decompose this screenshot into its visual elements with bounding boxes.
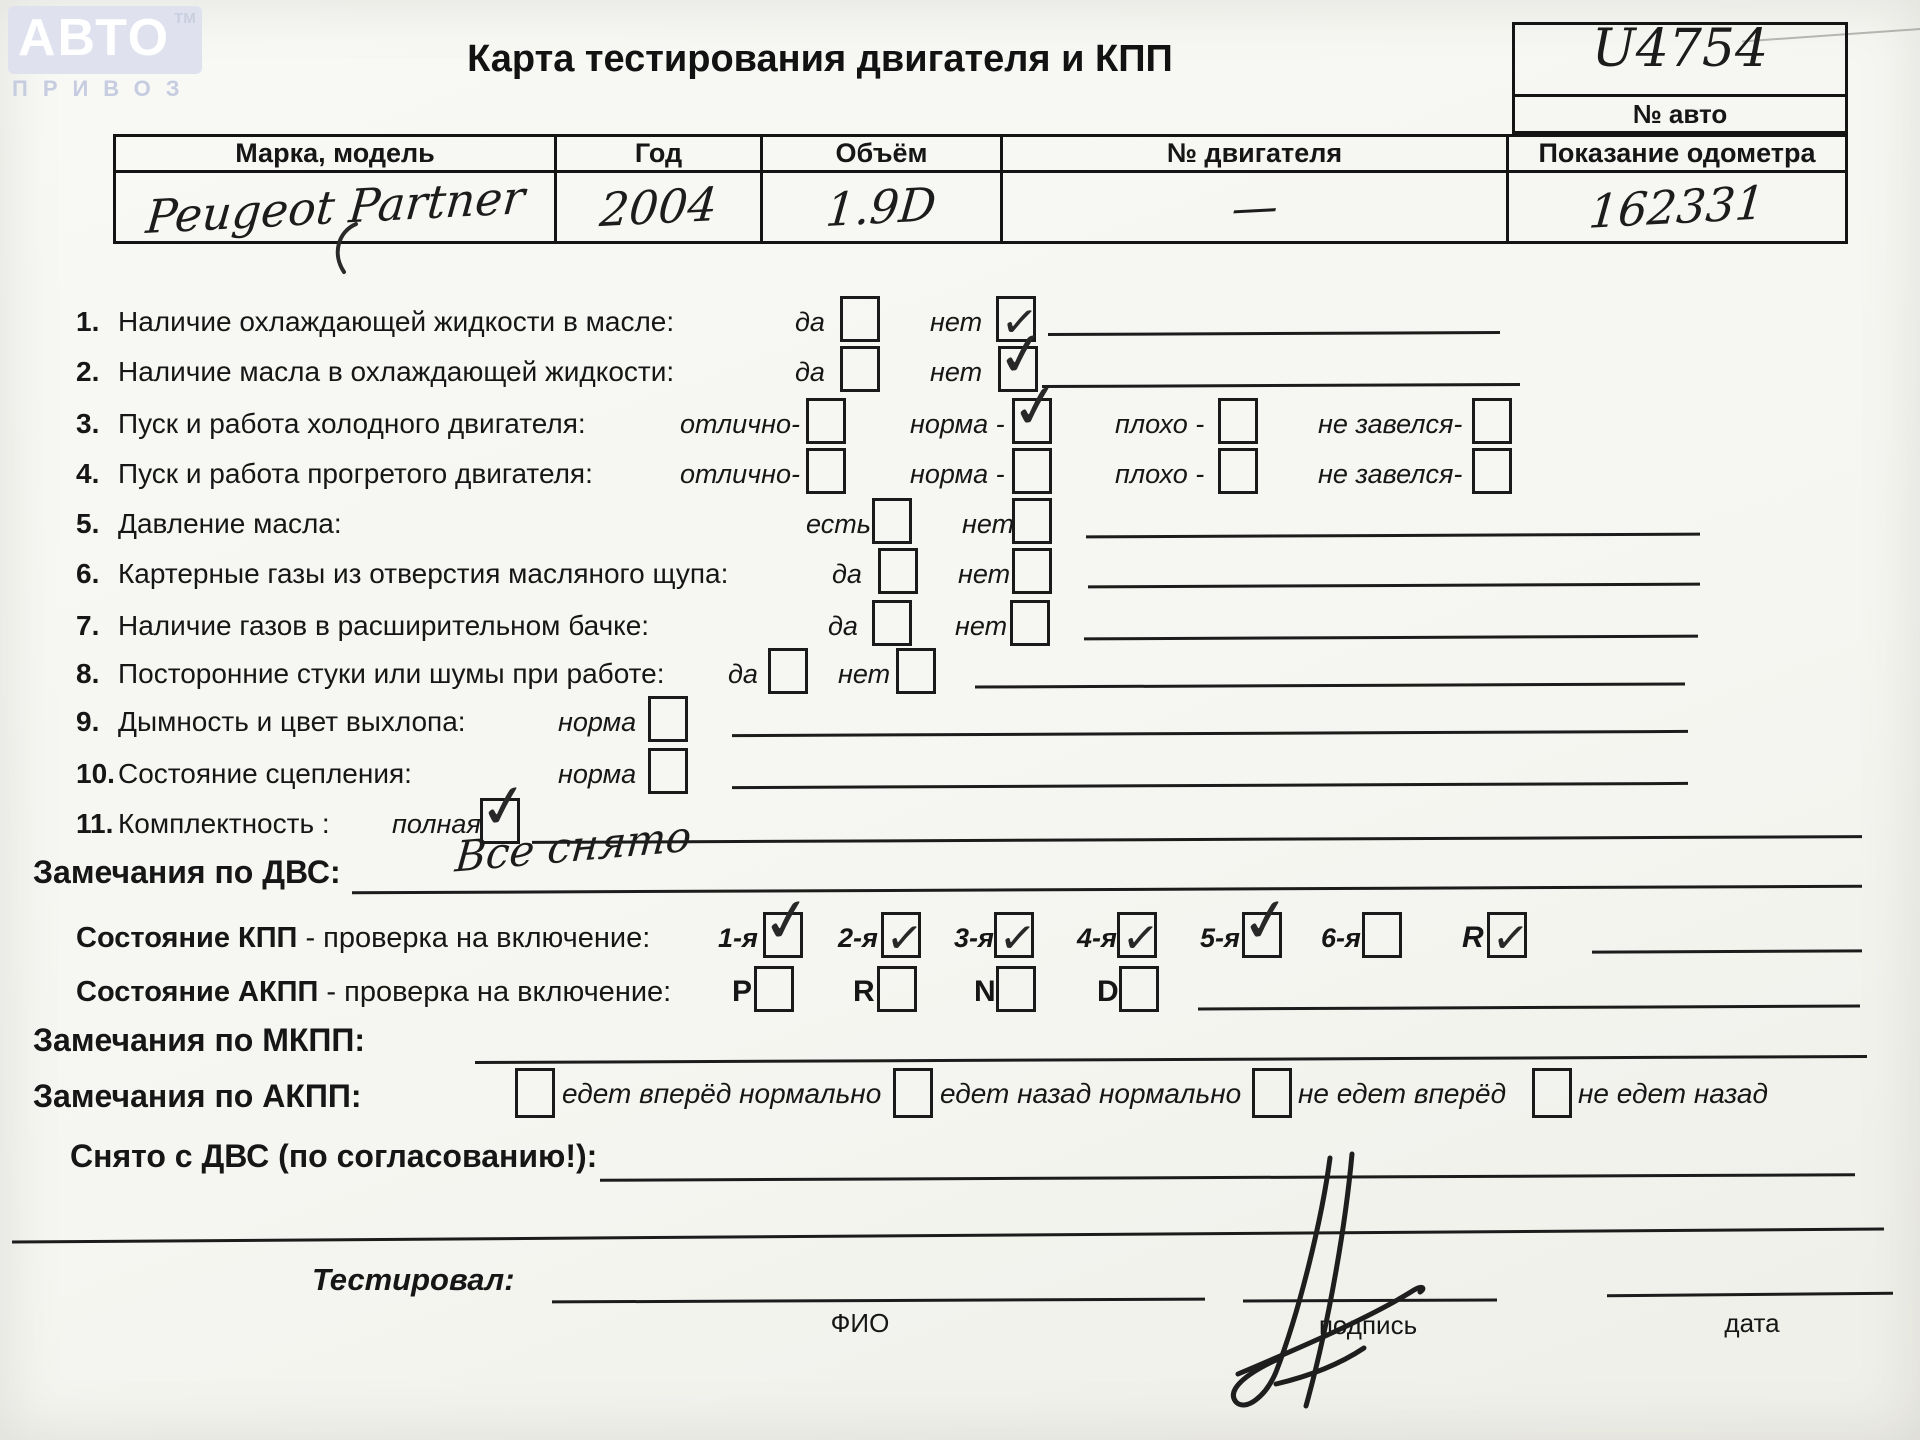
option-label: отлично- — [680, 459, 800, 489]
checklist-item-5 — [0, 498, 1920, 550]
write-in-line — [732, 730, 1688, 737]
value-make-model: Peugeot Partner — [143, 169, 527, 245]
item-label: Картерные газы из отверстия масляного щупа: — [118, 558, 729, 589]
checkbox-da — [768, 648, 808, 694]
option-label: нет — [955, 611, 1008, 641]
mkpp-remarks-label: Замечания по МКПП: — [33, 1022, 366, 1058]
checkbox-gear-6 — [1362, 912, 1402, 958]
item-number: 11. — [76, 808, 114, 839]
option-label: нет — [838, 659, 891, 689]
checkbox-gear-5 — [1242, 912, 1282, 958]
checkbox-ploho — [1218, 398, 1258, 444]
logo-block — [8, 6, 202, 74]
logo — [8, 6, 238, 102]
dvs-remarks-line — [352, 885, 1862, 895]
checkbox-da — [872, 600, 912, 646]
option-label: нет — [958, 559, 1011, 589]
checklist-item-2 — [0, 346, 1920, 398]
checkbox-gear-r — [1487, 912, 1527, 958]
item-number: 10. — [76, 758, 115, 789]
col-header-make-model: Марка, модель — [116, 137, 557, 173]
item-label: Состояние сцепления: — [118, 758, 412, 789]
write-in-line — [1048, 331, 1500, 336]
checkbox-norma — [1012, 398, 1052, 444]
checkbox-ploho — [1218, 448, 1258, 494]
item-label: Наличие газов в расширительном бачке: — [118, 610, 650, 641]
item-number: 6. — [76, 558, 100, 589]
item-label: Наличие охлаждающей жидкости в масле: — [118, 306, 675, 337]
option-label: не завелся- — [1318, 459, 1463, 489]
write-in-line — [1084, 635, 1698, 641]
col-header-volume: Объём — [763, 137, 1003, 173]
option-label: да — [795, 307, 825, 337]
checklist-item-1 — [0, 296, 1920, 348]
col-header-engine-no: № двигателя — [1003, 137, 1509, 173]
akpp-label-bold: Состояние АКПП — [76, 976, 319, 1008]
mode-label-p: P — [732, 975, 753, 1008]
checkbox-no-forward — [1252, 1068, 1292, 1118]
checkbox-ne-zavelsya — [1472, 398, 1512, 444]
mode-label-n: N — [974, 975, 996, 1008]
write-in-line — [1088, 583, 1700, 589]
dvs-remarks-label: Замечания по ДВС: — [33, 854, 341, 890]
value-odometer: 162331 — [1586, 175, 1768, 239]
checklist-item-9 — [0, 696, 1920, 748]
gear-label-4: 4-я — [1077, 923, 1117, 953]
option-label: норма — [558, 759, 637, 789]
option-label: да — [728, 659, 758, 689]
write-in-line — [532, 835, 1862, 844]
kpp-label-bold: Состояние КПП — [76, 922, 298, 954]
gear-label-6: 6-я — [1321, 923, 1361, 953]
kpp-label-rest: - проверка на включение: — [297, 922, 651, 954]
vehicle-table — [113, 134, 1848, 244]
logo-text-top: АВТО — [18, 9, 171, 67]
checkbox-da — [878, 548, 918, 594]
checkbox-norma — [648, 748, 688, 794]
checkbox-drives-back-ok — [893, 1068, 933, 1118]
akpp-option-label: не едет вперёд — [1298, 1078, 1507, 1109]
option-label: полная — [392, 809, 481, 839]
checkbox-da — [840, 296, 880, 342]
item-number: 3. — [76, 408, 100, 439]
checkbox-mode-d — [1119, 966, 1159, 1012]
item-number: 9. — [76, 706, 100, 737]
checkbox-net — [1012, 498, 1052, 544]
checklist-item-11 — [0, 798, 1920, 850]
checkbox-otlichno — [806, 398, 846, 444]
gear-label-2: 2-я — [838, 923, 878, 953]
checkbox-net — [1012, 548, 1052, 594]
akpp-label-rest: - проверка на включение: — [318, 976, 672, 1008]
item-label: Пуск и работа холодного двигателя: — [118, 408, 586, 439]
write-in-line — [1198, 1005, 1860, 1011]
option-label: плохо - — [1115, 409, 1205, 439]
gear-label-3: 3-я — [954, 923, 994, 953]
option-label: не завелся- — [1318, 409, 1463, 439]
checkbox-gear-4 — [1117, 912, 1157, 958]
stray-pen-mark — [318, 218, 368, 278]
auto-number-label: № авто — [1515, 94, 1845, 131]
col-header-odometer: Показание одометра — [1509, 137, 1845, 173]
akpp-row — [0, 966, 1920, 1018]
mode-label-r: R — [853, 975, 875, 1008]
item-number: 4. — [76, 458, 100, 489]
form-title: Карта тестирования двигателя и КПП — [467, 38, 1173, 80]
signature — [1180, 1140, 1480, 1420]
checkbox-gear-3 — [994, 912, 1034, 958]
checkbox-norma — [648, 696, 688, 742]
checkbox-gear-2 — [881, 912, 921, 958]
checkbox-net — [896, 648, 936, 694]
checkbox-est — [872, 498, 912, 544]
checklist-item-4 — [0, 448, 1920, 500]
value-volume: 1.9D — [824, 176, 939, 238]
item-label: Посторонние стуки или шумы при работе: — [118, 658, 665, 689]
item-number: 2. — [76, 356, 100, 387]
tested-by-label: Тестировал: — [312, 1262, 515, 1297]
checkbox-net — [1010, 600, 1050, 646]
item-number: 8. — [76, 658, 100, 689]
auto-number-box — [1512, 19, 1848, 134]
gear-label-5: 5-я — [1200, 923, 1240, 953]
item-label: Давление масла: — [118, 508, 342, 539]
checkbox-mode-n — [996, 966, 1036, 1012]
option-label: нет — [930, 357, 983, 387]
write-in-line — [1042, 383, 1520, 388]
item-label: Комплектность : — [118, 808, 330, 839]
mkpp-remarks-line — [475, 1055, 1867, 1064]
separator-line — [12, 1227, 1884, 1243]
write-in-line — [732, 782, 1688, 789]
auto-number-value: U4754 — [1591, 19, 1769, 79]
mode-label-d: D — [1097, 975, 1119, 1008]
checkbox-mode-r — [877, 966, 917, 1012]
option-label: норма - — [910, 459, 1005, 489]
option-label: норма - — [910, 409, 1005, 439]
kpp-row — [0, 912, 1920, 964]
checklist-item-7 — [0, 600, 1920, 652]
fio-label: ФИО — [830, 1308, 890, 1338]
option-label: да — [832, 559, 862, 589]
checklist-item-10 — [0, 748, 1920, 800]
item-label: Дымность и цвет выхлопа: — [118, 706, 466, 737]
checkbox-da — [840, 346, 880, 392]
option-label: отлично- — [680, 409, 800, 439]
option-label: есть — [806, 509, 871, 539]
col-header-year: Год — [557, 137, 763, 173]
checklist-item-6 — [0, 548, 1920, 600]
dvs-remarks-handwriting: Все снято — [453, 811, 694, 882]
option-label: да — [795, 357, 825, 387]
checkbox-mode-p — [754, 966, 794, 1012]
akpp-option-label: едет вперёд нормально — [562, 1078, 882, 1109]
checkbox-norma — [1012, 448, 1052, 494]
item-label: Наличие масла в охлаждающей жидкости: — [118, 356, 675, 387]
option-label: нет — [930, 307, 983, 337]
checklist-item-8 — [0, 648, 1920, 700]
akpp-remarks-label: Замечания по АКПП: — [33, 1078, 362, 1114]
akpp-option-label: едет назад нормально — [940, 1078, 1242, 1109]
signature-label: подпись — [1318, 1310, 1418, 1340]
checkbox-ne-zavelsya — [1472, 448, 1512, 494]
write-in-line — [975, 682, 1685, 688]
gear-label-r: R — [1462, 921, 1484, 954]
checkbox-otlichno — [806, 448, 846, 494]
option-label: да — [828, 611, 858, 641]
item-number: 1. — [76, 306, 100, 337]
value-year: 2004 — [597, 176, 720, 238]
logo-text-bottom: ПРИВОЗ — [12, 76, 195, 101]
option-label: плохо - — [1115, 459, 1205, 489]
checklist-item-3 — [0, 398, 1920, 450]
date-label: дата — [1724, 1308, 1780, 1338]
checkbox-drives-forward-ok — [515, 1068, 555, 1118]
fio-line — [552, 1298, 1205, 1304]
write-in-line — [1592, 949, 1862, 953]
option-label: норма — [558, 707, 637, 737]
date-line — [1607, 1292, 1893, 1297]
gear-label-1: 1-я — [718, 923, 758, 953]
akpp-remarks-options — [0, 1068, 1920, 1120]
item-label: Пуск и работа прогретого двигателя: — [118, 458, 593, 489]
checkbox-gear-1 — [763, 912, 803, 958]
item-number: 7. — [76, 610, 100, 641]
write-in-line — [1086, 533, 1700, 539]
option-label: нет — [962, 509, 1015, 539]
item-number: 5. — [76, 508, 100, 539]
checkbox-no-back — [1532, 1068, 1572, 1118]
removed-from-engine-label: Снято с ДВС (по согласованию!): — [70, 1138, 598, 1174]
akpp-option-label: не едет назад — [1578, 1078, 1768, 1109]
value-engine-no: — — [1229, 178, 1280, 236]
trademark-mark: ТМ — [174, 10, 196, 27]
